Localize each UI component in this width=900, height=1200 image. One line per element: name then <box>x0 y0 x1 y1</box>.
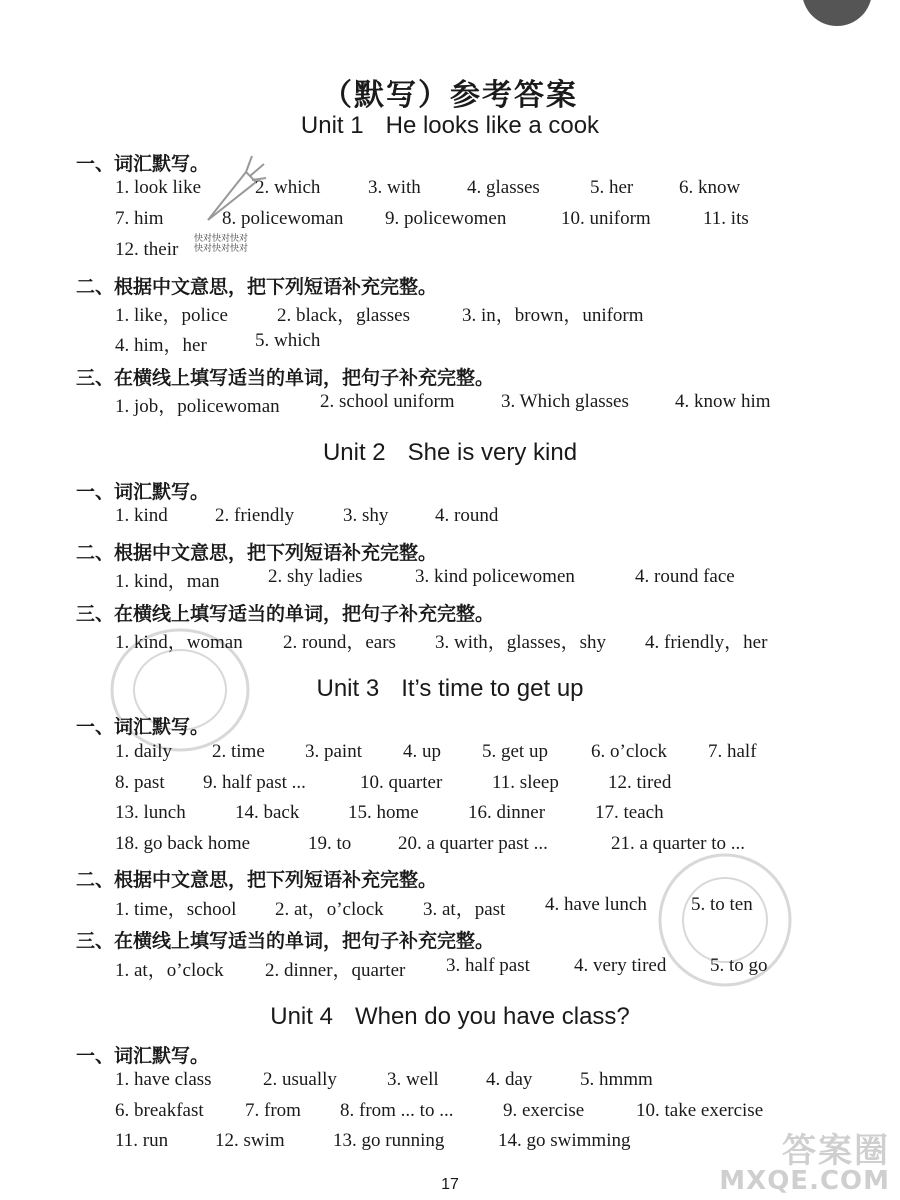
page-corner-tab <box>802 0 872 26</box>
answer-item: 1. kind，man <box>115 571 220 592</box>
answer-item: 1. at，o’clock <box>115 960 224 981</box>
answer-item: 3. at，past <box>423 899 506 920</box>
answer-item: 7. from <box>245 1100 301 1121</box>
answer-item: 11. its <box>703 208 749 229</box>
answer-item: 10. take exercise <box>636 1100 764 1121</box>
answer-item: 3. in，brown，uniform <box>462 305 644 326</box>
answer-item: 11. run <box>115 1130 169 1151</box>
answer-item: 2. dinner，quarter <box>265 960 406 981</box>
answer-item: 11. sleep <box>492 772 559 793</box>
section-heading: 二、根据中文意思，把下列短语补充完整。 <box>76 542 438 564</box>
section-heading: 三、在横线上填写适当的单词，把句子补充完整。 <box>76 603 495 625</box>
answer-item: 7. half <box>708 741 757 762</box>
answer-item: 10. uniform <box>561 208 651 229</box>
answer-item: 9. policewomen <box>385 208 507 229</box>
answer-item: 13. lunch <box>115 802 186 823</box>
answer-item: 1. time，school <box>115 899 237 920</box>
logo-small-text: 快对快对快对 快对快对快对 <box>194 234 249 254</box>
answer-item: 2. which <box>255 177 321 198</box>
answer-item: 6. know <box>679 177 741 198</box>
answer-item: 1. kind，woman <box>115 632 243 653</box>
answer-item: 5. to ten <box>691 894 753 915</box>
answer-item: 6. o’clock <box>591 741 667 762</box>
answer-item: 18. go back home <box>115 833 251 854</box>
answer-item: 3. with，glasses，shy <box>435 632 607 653</box>
answer-item: 7. him <box>115 208 164 229</box>
answer-item: 21. a quarter to ... <box>611 833 746 854</box>
answer-item: 1. like，police <box>115 305 228 326</box>
answer-item: 5. which <box>255 330 321 351</box>
answer-item: 13. go running <box>333 1130 445 1151</box>
answer-item: 4. him，her <box>115 335 207 356</box>
section-heading: 一、词汇默写。 <box>76 716 210 738</box>
answer-item: 4. very tired <box>574 955 667 976</box>
answer-item: 3. Which glasses <box>501 391 629 412</box>
unit-4-heading: Unit 4 When do you have class? <box>270 1003 630 1030</box>
answer-item: 2. at，o’clock <box>275 899 384 920</box>
unit-3-heading: Unit 3 It’s time to get up <box>316 675 584 702</box>
page-title: （默写）参考答案 <box>322 78 578 113</box>
answer-item: 3. with <box>368 177 421 198</box>
section-heading: 三、在横线上填写适当的单词，把句子补充完整。 <box>76 930 495 952</box>
answer-item: 3. shy <box>343 505 389 526</box>
answer-item: 16. dinner <box>468 802 546 823</box>
answer-item: 20. a quarter past ... <box>398 833 548 854</box>
answer-item: 9. half past ... <box>203 772 306 793</box>
answer-item: 1. look like <box>115 177 202 198</box>
section-heading: 二、根据中文意思，把下列短语补充完整。 <box>76 869 438 891</box>
answer-item: 4. have lunch <box>545 894 647 915</box>
answer-item: 4. round <box>435 505 499 526</box>
answer-item: 14. go swimming <box>498 1130 631 1151</box>
answer-item: 2. shy ladies <box>268 566 363 587</box>
answer-item: 2. friendly <box>215 505 295 526</box>
answer-item: 6. breakfast <box>115 1100 204 1121</box>
unit-2-heading: Unit 2 She is very kind <box>322 439 578 466</box>
answer-item: 14. back <box>235 802 300 823</box>
answer-item: 8. policewoman <box>222 208 344 229</box>
answer-item: 8. past <box>115 772 165 793</box>
answer-item: 5. get up <box>482 741 548 762</box>
answer-item: 1. daily <box>115 741 172 762</box>
answer-item: 5. to go <box>710 955 768 976</box>
answer-item: 4. day <box>486 1069 533 1090</box>
answer-item: 2. usually <box>263 1069 337 1090</box>
watermark-url: MXQE.COM <box>719 1166 890 1196</box>
section-heading: 一、词汇默写。 <box>76 481 210 503</box>
unit-1-heading: Unit 1 He looks like a cook <box>300 112 600 139</box>
answer-item: 3. paint <box>305 741 362 762</box>
site-watermark <box>719 1131 890 1196</box>
watermark-logo-text: 答案圈 <box>782 1131 890 1171</box>
answer-item: 3. half past <box>446 955 530 976</box>
answer-item: 2. black，glasses <box>277 305 410 326</box>
answer-item: 19. to <box>308 833 352 854</box>
answer-item: 5. her <box>590 177 634 198</box>
answer-item: 1. kind <box>115 505 168 526</box>
answer-item: 15. home <box>348 802 419 823</box>
answer-item: 2. round，ears <box>283 632 396 653</box>
answer-item: 3. well <box>387 1069 439 1090</box>
answer-item: 12. swim <box>215 1130 285 1151</box>
answer-item: 8. from ... to ... <box>340 1100 454 1121</box>
answer-item: 4. know him <box>675 391 771 412</box>
answer-item: 4. up <box>403 741 441 762</box>
section-heading: 三、在横线上填写适当的单词，把句子补充完整。 <box>76 367 495 389</box>
answer-item: 1. job，policewoman <box>115 396 280 417</box>
answer-item: 2. time <box>212 741 265 762</box>
answer-item: 5. hmmm <box>580 1069 653 1090</box>
answer-item: 4. glasses <box>467 177 540 198</box>
answer-item: 4. friendly，her <box>645 632 768 653</box>
section-heading: 二、根据中文意思，把下列短语补充完整。 <box>76 276 438 298</box>
page-number: 17 <box>441 1176 459 1193</box>
answer-item: 12. tired <box>608 772 672 793</box>
answer-item: 4. round face <box>635 566 735 587</box>
answer-item: 2. school uniform <box>320 391 455 412</box>
answer-item: 12. their <box>115 239 179 260</box>
section-heading: 一、词汇默写。 <box>76 1045 210 1067</box>
answer-item: 17. teach <box>595 802 664 823</box>
answer-item: 3. kind policewomen <box>415 566 575 587</box>
section-heading: 一、词汇默写。 <box>76 153 210 175</box>
answer-item: 10. quarter <box>360 772 443 793</box>
answer-item: 1. have class <box>115 1069 212 1090</box>
answer-item: 9. exercise <box>503 1100 585 1121</box>
